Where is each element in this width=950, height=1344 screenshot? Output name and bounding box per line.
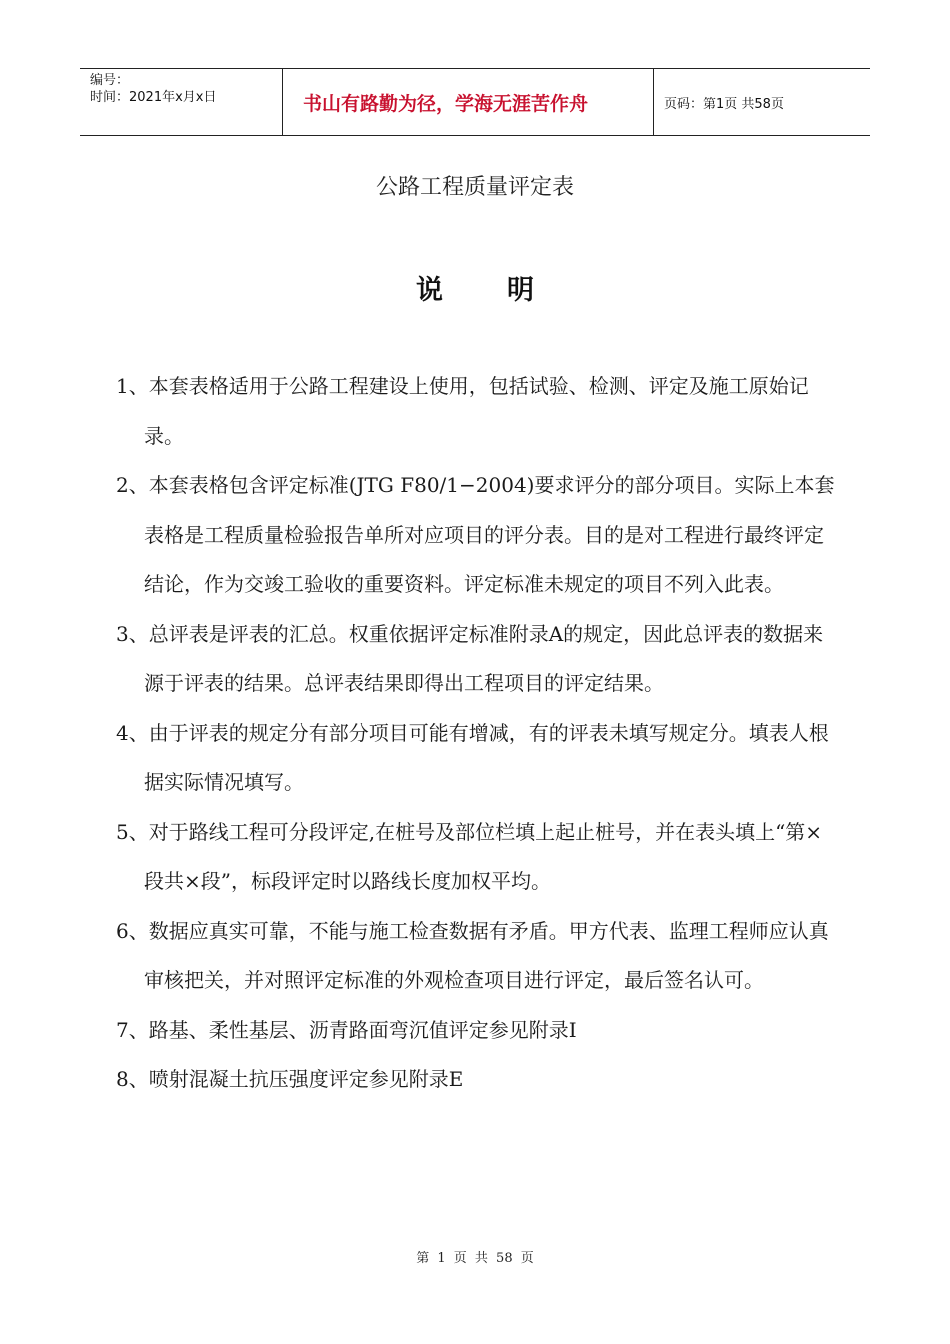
instructions-list [116, 362, 838, 1105]
list-item: 6、数据应真实可靠，不能与施工检查数据有矛盾。甲方代表、监理工程师应认真审核把关，并对照评定标准的外观检查项目进行评定，最后签名认可。 [116, 918, 829, 992]
header-meta [80, 69, 282, 135]
list-item: 1、本套表格适用于公路工程建设上使用，包括试验、检测、评定及施工原始记录。 [116, 374, 809, 448]
list-item: 3、总评表是评表的汇总。权重依据评定标准附录A的规定，因此总评表的数据来源于评表的结果。总评表结果即得出工程项目的评定结果。 [116, 621, 824, 695]
list-item: 7、路基、柔性基层、沥青路面弯沉值评定参见附录I [116, 1017, 577, 1042]
time-label: 时间：2021年x月x日 [90, 90, 217, 105]
header-motto [282, 69, 654, 135]
page-footer: 第 1 页 共 58 页 [416, 1251, 534, 1266]
page-header [80, 68, 870, 136]
page-info-text: 页码：第1页 共58页 [664, 96, 784, 112]
list-item: 5、对于路线工程可分段评定,在桩号及部位栏填上起止桩号，并在表头填上“第×段共×段”，标段评定时以路线长度加权平均。 [116, 819, 823, 893]
motto-text: 书山有路勤为径，学海无涯苦作舟 [303, 92, 589, 115]
section-title: 说明 [416, 275, 598, 306]
document-title: 公路工程质量评定表 [375, 175, 574, 200]
header-page-info [654, 69, 870, 135]
serial-number-label: 编号： [90, 73, 130, 88]
list-item: 2、本套表格包含评定标准(JTG F80/1−2004)要求评分的部分项目。实际上本套表格是工程质量检验报告单所对应项目的评分表。目的是对工程进行最终评定结论，作为交竣工验收的重要资料。评定标准未规定的项目不列入此表。 [116, 473, 835, 596]
list-item: 8、喷射混凝土抗压强度评定参见附录E [116, 1067, 464, 1091]
list-item: 4、由于评表的规定分有部分项目可能有增减，有的评表未填写规定分。填表人根据实际情况填写。 [116, 720, 829, 794]
